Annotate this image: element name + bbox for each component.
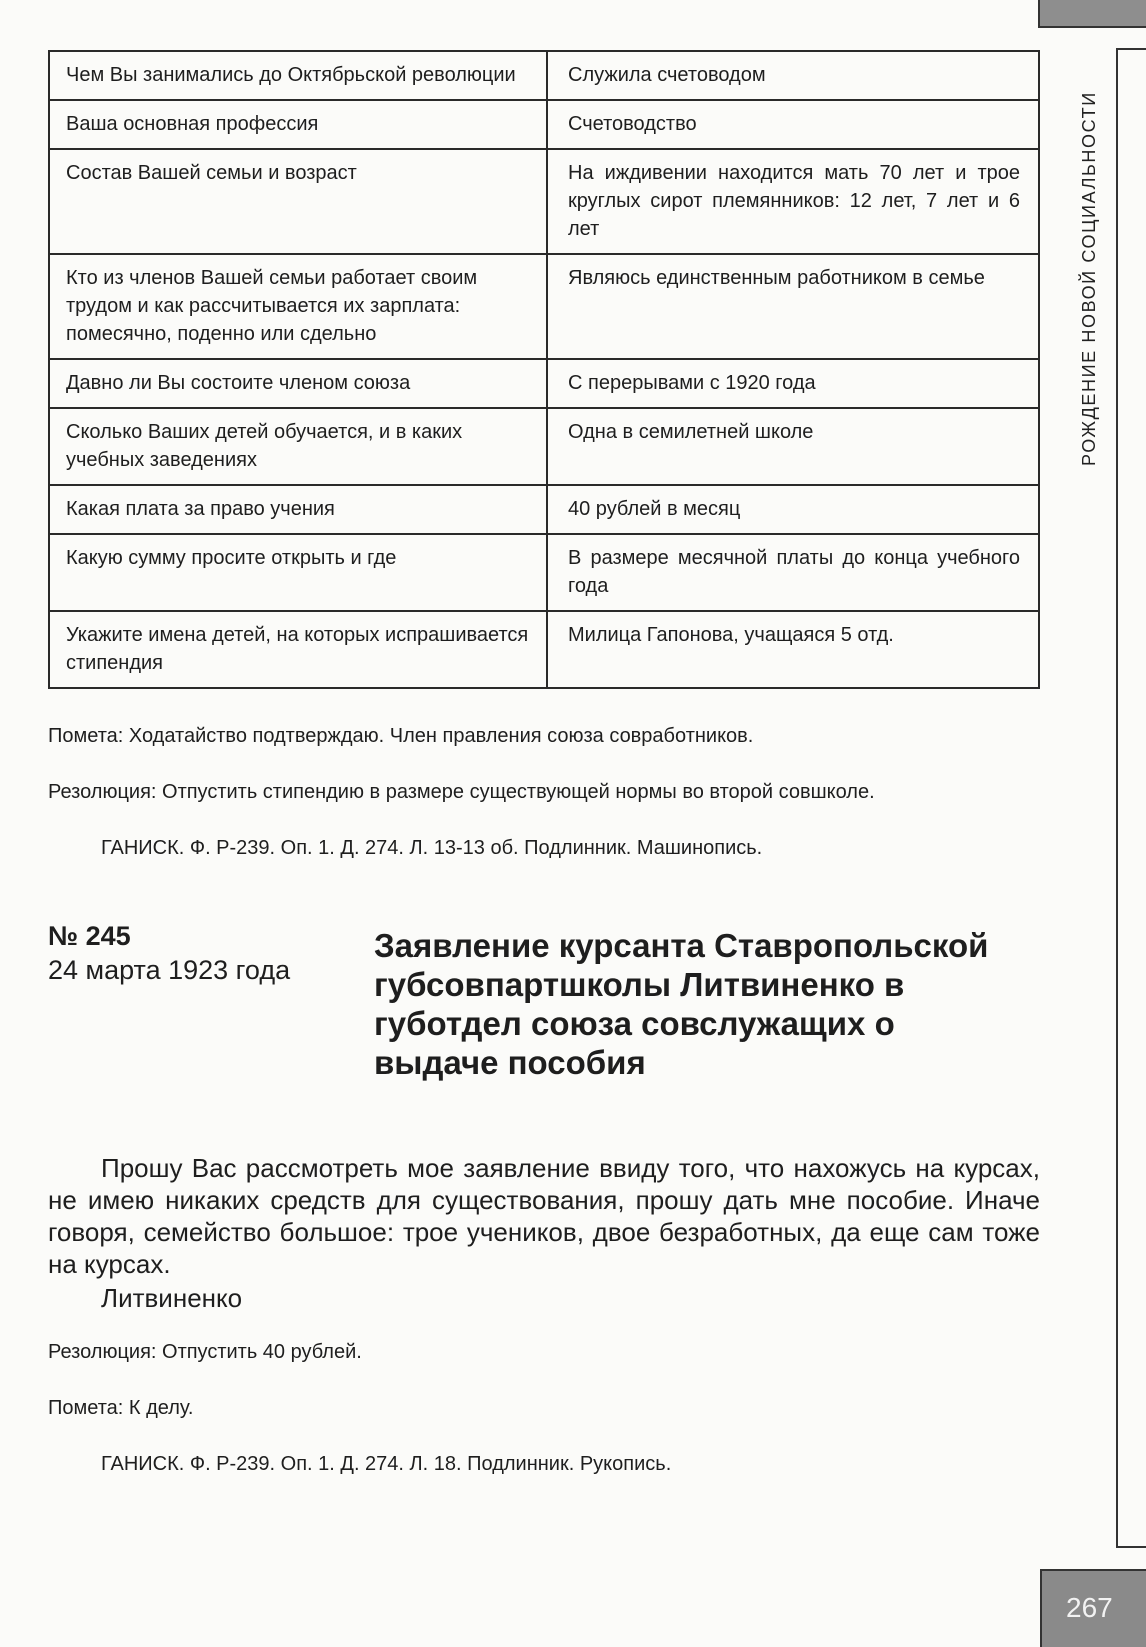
table-cell-answer: На иждивении находится мать 70 лет и трое круглых сирот племянников: 12 лет, 7 лет и 6 лет	[547, 149, 1039, 254]
doc244-pometa: Помета: Ходатайство подтверждаю. Член правления союза совработников.	[48, 725, 754, 747]
doc-number: № 245	[48, 921, 131, 951]
doc245-resolution: Резолюция: Отпустить 40 рублей.	[48, 1341, 362, 1363]
table-row	[49, 611, 1039, 688]
table-row	[49, 359, 1039, 408]
doc-signature: Литвиненко	[101, 1283, 243, 1313]
page-number: 267	[1040, 1569, 1146, 1647]
table-row	[49, 51, 1039, 100]
doc244-resolution: Резолюция: Отпустить стипендию в размере существующей нормы во второй совшколе.	[48, 781, 875, 803]
doc244-source: ГАНИСК. Ф. Р-239. Оп. 1. Д. 274. Л. 13-13 об. Подлинник. Машинопись.	[101, 837, 763, 859]
table-row	[49, 485, 1039, 534]
doc-title: Заявление курсанта Ставропольской губсовпартшколы Литвиненко в губотдел союза совслужащих о выдаче пособия	[374, 927, 989, 1081]
doc-date: 24 марта 1923 года	[48, 955, 291, 985]
table-cell-answer: Одна в семилетней школе	[547, 408, 1039, 485]
table-cell-answer: Являюсь единственным работником в семье	[547, 254, 1039, 359]
side-heading: РОЖДЕНИЕ НОВОЙ СОЦИАЛЬНОСТИ	[1079, 91, 1099, 466]
table-cell-answer: Милица Гапонова, учащаяся 5 отд.	[547, 611, 1039, 688]
table-cell-question: Ваша основная профессия	[49, 100, 547, 149]
table-row	[49, 100, 1039, 149]
table-cell-question: Какую сумму просите открыть и где	[49, 534, 547, 611]
table-row	[49, 254, 1039, 359]
table-row	[49, 408, 1039, 485]
doc-body: Прошу Вас рассмотреть мое заявление ввиду того, что нахожусь на курсах, не имею никаких средств для существования, прошу дать мне пособие. Иначе говоря, семейство большое: трое учеников, двое безработных, да еще сам тоже на курсах.	[48, 1153, 1040, 1279]
questionnaire-table	[48, 50, 1040, 689]
side-frame	[1116, 48, 1146, 1548]
table-cell-answer: Служила счетоводом	[547, 51, 1039, 100]
table-cell-question: Какая плата за право учения	[49, 485, 547, 534]
table-cell-answer: С перерывами с 1920 года	[547, 359, 1039, 408]
table-row	[49, 534, 1039, 611]
doc245-source: ГАНИСК. Ф. Р-239. Оп. 1. Д. 274. Л. 18. Подлинник. Рукопись.	[101, 1453, 672, 1475]
table-cell-question: Чем Вы занимались до Октябрьской революции	[49, 51, 547, 100]
table-row	[49, 149, 1039, 254]
table-cell-question: Состав Вашей семьи и возраст	[49, 149, 547, 254]
table-cell-question: Давно ли Вы состоите членом союза	[49, 359, 547, 408]
table-cell-answer: 40 рублей в месяц	[547, 485, 1039, 534]
table-cell-question: Укажите имена детей, на которых испрашивается стипендия	[49, 611, 547, 688]
corner-decoration	[1038, 0, 1146, 28]
table-cell-question: Кто из членов Вашей семьи работает своим трудом и как рассчитывается их зарплата: помесячно, поденно или сдельно	[49, 254, 547, 359]
table-cell-answer: Счетоводство	[547, 100, 1039, 149]
table-cell-answer: В размере месячной платы до конца учебного года	[547, 534, 1039, 611]
doc245-pometa: Помета: К делу.	[48, 1397, 194, 1419]
table-cell-question: Сколько Ваших детей обучается, и в каких учебных заведениях	[49, 408, 547, 485]
